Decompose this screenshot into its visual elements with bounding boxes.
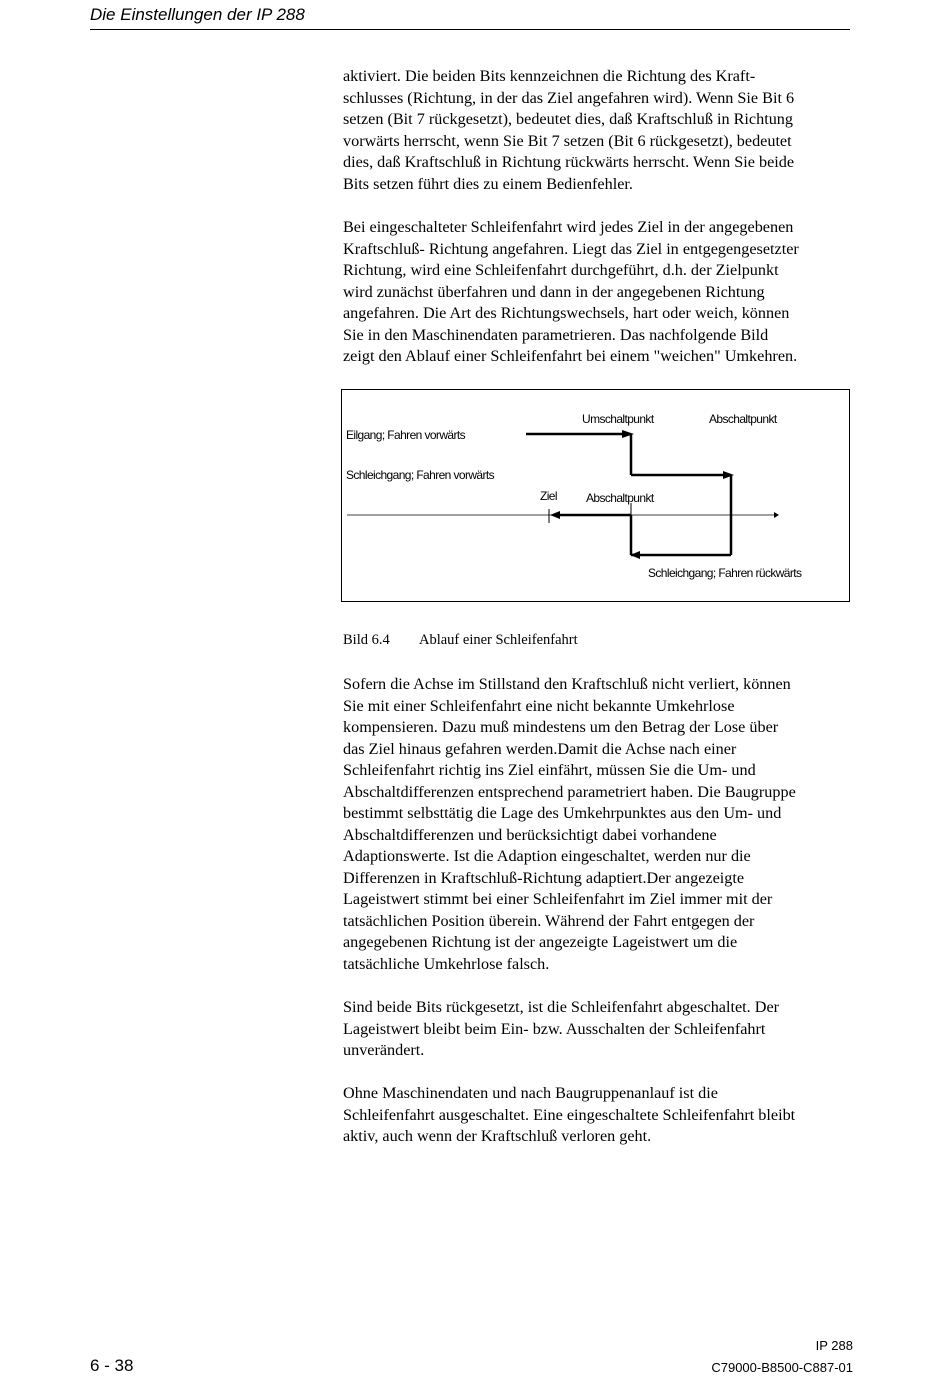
header-rule xyxy=(90,29,850,30)
target-approach-arrowhead xyxy=(550,511,560,519)
creep-forward-arrowhead xyxy=(723,471,734,479)
paragraph-bit-direction: aktiviert. Die beiden Bits kennzeichnen die Richtung des Kraft- schlusses (Richtung, in der das Ziel angefahren wird). Wenn Sie Bit 6 setzen (Bit 7 rückgesetzt), bedeutet dies, daß Kraftschluß in Richtung vorwärts herrscht, wenn Sie Bit 7 setzen (Bit 6 rückgesetzt), bedeutet dies, daß Kraftschluß in Richtung rückwärts herrscht. Wenn Sie beide Bits setzen führt dies zu einem Bedienfehler. xyxy=(343,67,795,193)
label-ziel: Ziel xyxy=(540,489,557,503)
paragraph-bits-reset: Sind beide Bits rückgesetzt, ist die Schleifenfahrt abgeschaltet. Der Lageistwert bleibt beim Ein- bzw. Ausschalten der Schleifenfahrt unverändert. xyxy=(343,998,780,1059)
label-schleichgang-vorwaerts: Schleichgang; Fahren vorwärts xyxy=(346,468,495,482)
label-abschaltpunkt-mid: Abschaltpunkt xyxy=(586,491,654,505)
paragraph-backlash-compensation: Sofern die Achse im Stillstand den Kraftschluß nicht verliert, können Sie mit einer Schleifenfahrt eine nicht bekannte Umkehrlose kompensieren. Dazu muß mindestens um den Betrag der Lose über das Ziel hinaus gefahren werden.Damit die Achse nach einer Schleifenfahrt richtig ins Ziel einfährt, müssen Sie die Um- und Abschaltdifferenzen entsprechend parametriert haben. Die Baugruppe bestimmt selbsttätig die Lage des Umkehrpunktes aus den Um- und Abschaltdifferenzen und berücksichtigt dabei vorhandene Adaptionswerte. Ist die Adaption eingeschaltet, werden nur die Differenzen in Kraftschluß-Richtung adaptiert.Der angezeigte Lageistwert stimmt bei einer Schleifenfahrt im Ziel immer mit der tatsächlichen Position überein. Während der Fahrt entgegen der angegebenen Richtung ist der angezeigte Lageistwert um die tatsächliche Umkehrlose falsch. xyxy=(343,675,796,973)
document-id: C79000-B8500-C887-01 xyxy=(711,1360,853,1375)
paragraph-default-state: Ohne Maschinendaten und nach Baugruppenanlauf ist die Schleifenfahrt ausgeschaltet. Eine eingeschaltete Schleifenfahrt bleibt aktiv, auch wenn der Kraftschluß verloren geht. xyxy=(343,1084,796,1145)
figure-caption-text: Ablauf einer Schleifenfahrt xyxy=(419,632,578,648)
paragraph-loop-travel-intro: Bei eingeschalteter Schleifenfahrt wird jedes Ziel in der angegebenen Kraftschluß- Richtung angefahren. Liegt das Ziel in entgegengesetzter Richtung, wird eine Schleifenfahrt durchgeführt, d.h. der Zielpunkt wird zunächst überfahren und dann in der angegebenen Richtung angefahren. Die Art des Richtungswechsels, hart oder weich, können Sie in den Maschinendaten parametrieren. Das nachfolgende Bild zeigt den Ablauf einer Schleifenfahrt bei einem "weichen" Umkehren. xyxy=(343,218,799,365)
label-schleichgang-rueckwaerts: Schleichgang; Fahren rückwärts xyxy=(648,566,802,580)
position-axis-arrowhead xyxy=(774,512,779,518)
label-eilgang: Eilgang; Fahren vorwärts xyxy=(346,428,465,442)
page-number: 6 - 38 xyxy=(90,1356,134,1375)
document-name: IP 288 xyxy=(815,1338,853,1353)
figure-caption xyxy=(343,630,578,650)
loop-travel-diagram xyxy=(341,389,850,602)
label-abschaltpunkt-top: Abschaltpunkt xyxy=(709,412,777,426)
page-header-title: Die Einstellungen der IP 288 xyxy=(90,5,305,24)
figure-caption-number: Bild 6.4 xyxy=(343,632,390,648)
label-umschaltpunkt: Umschaltpunkt xyxy=(582,412,654,426)
